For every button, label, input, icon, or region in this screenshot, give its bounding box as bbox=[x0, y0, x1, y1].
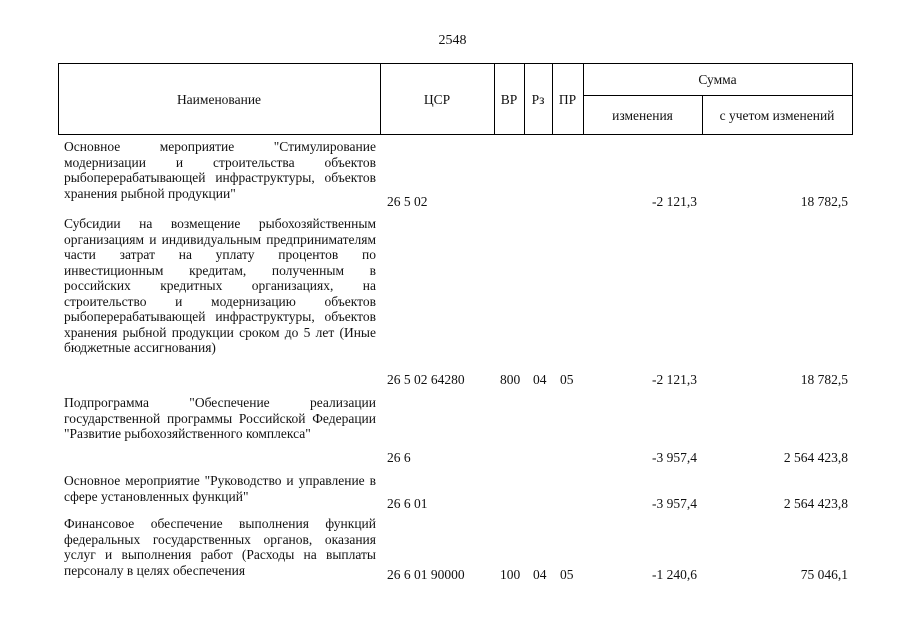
row-vr: 100 bbox=[500, 566, 521, 582]
row-pr: 05 bbox=[560, 566, 574, 582]
table-row bbox=[0, 216, 905, 387]
row-total: 75 046,1 bbox=[800, 566, 848, 582]
row-total: 18 782,5 bbox=[800, 193, 848, 209]
row-name: Основное мероприятие "Стимулирование модернизации и строительства объектов рыбоперерабатывающей инфраструктуры, объектов хранения рыбной продукции" bbox=[64, 139, 376, 201]
header-rz: Рз bbox=[531, 91, 545, 107]
row-change: -2 121,3 bbox=[652, 371, 697, 387]
row-change: -3 957,4 bbox=[652, 495, 697, 511]
row-csr: 26 6 01 bbox=[387, 495, 428, 511]
header-change: изменения bbox=[612, 107, 673, 123]
row-total: 2 564 423,8 bbox=[783, 495, 848, 511]
row-total: 2 564 423,8 bbox=[783, 449, 848, 465]
row-pr: 05 bbox=[560, 371, 574, 387]
row-csr: 26 6 bbox=[387, 449, 411, 465]
row-vr: 800 bbox=[500, 371, 521, 387]
header-total: с учетом изменений bbox=[719, 107, 835, 123]
row-name: Финансовое обеспечение выполнения функций федеральных государственных органов, оказания услуг и выполнения работ (Расходы на выплаты персоналу в целях обеспечения bbox=[64, 516, 376, 578]
header-border-right bbox=[852, 63, 853, 135]
table-row bbox=[0, 516, 905, 582]
row-change: -1 240,6 bbox=[652, 566, 697, 582]
header-sum: Сумма bbox=[698, 71, 737, 87]
row-name: Основное мероприятие "Руководство и управление в сфере установленных функций" bbox=[64, 473, 376, 504]
header-csr: ЦСР bbox=[423, 91, 451, 107]
row-name: Подпрограмма "Обеспечение реализации государственной программы Российской Федерации "Развитие рыбохозяйственного комплекса" bbox=[64, 395, 376, 441]
row-csr: 26 5 02 64280 bbox=[387, 371, 465, 387]
row-csr: 26 5 02 bbox=[387, 193, 428, 209]
row-total: 18 782,5 bbox=[800, 371, 848, 387]
row-rz: 04 bbox=[533, 371, 547, 387]
header-pr: ПР bbox=[558, 91, 577, 107]
row-change: -3 957,4 bbox=[652, 449, 697, 465]
table-header bbox=[58, 63, 852, 135]
table-row bbox=[0, 473, 905, 511]
row-change: -2 121,3 bbox=[652, 193, 697, 209]
header-vr: ВР bbox=[500, 91, 518, 107]
row-csr: 26 6 01 90000 bbox=[387, 566, 465, 582]
table-row bbox=[0, 139, 905, 209]
table-row bbox=[0, 395, 905, 465]
row-rz: 04 bbox=[533, 566, 547, 582]
row-name: Субсидии на возмещение рыбохозяйственным организациям и индивидуальным предпринимателям части затрат на уплату процентов по инвестиционным кредитам, полученным в российских кредитных организациях, на строительство и модернизацию объектов рыбоперерабатывающей инфраструктуры, объектов хранения рыбной продукции сроком до 5 лет (Иные бюджетные ассигнования) bbox=[64, 216, 376, 355]
page-number: 2548 bbox=[438, 33, 467, 48]
header-name: Наименование bbox=[176, 91, 262, 107]
